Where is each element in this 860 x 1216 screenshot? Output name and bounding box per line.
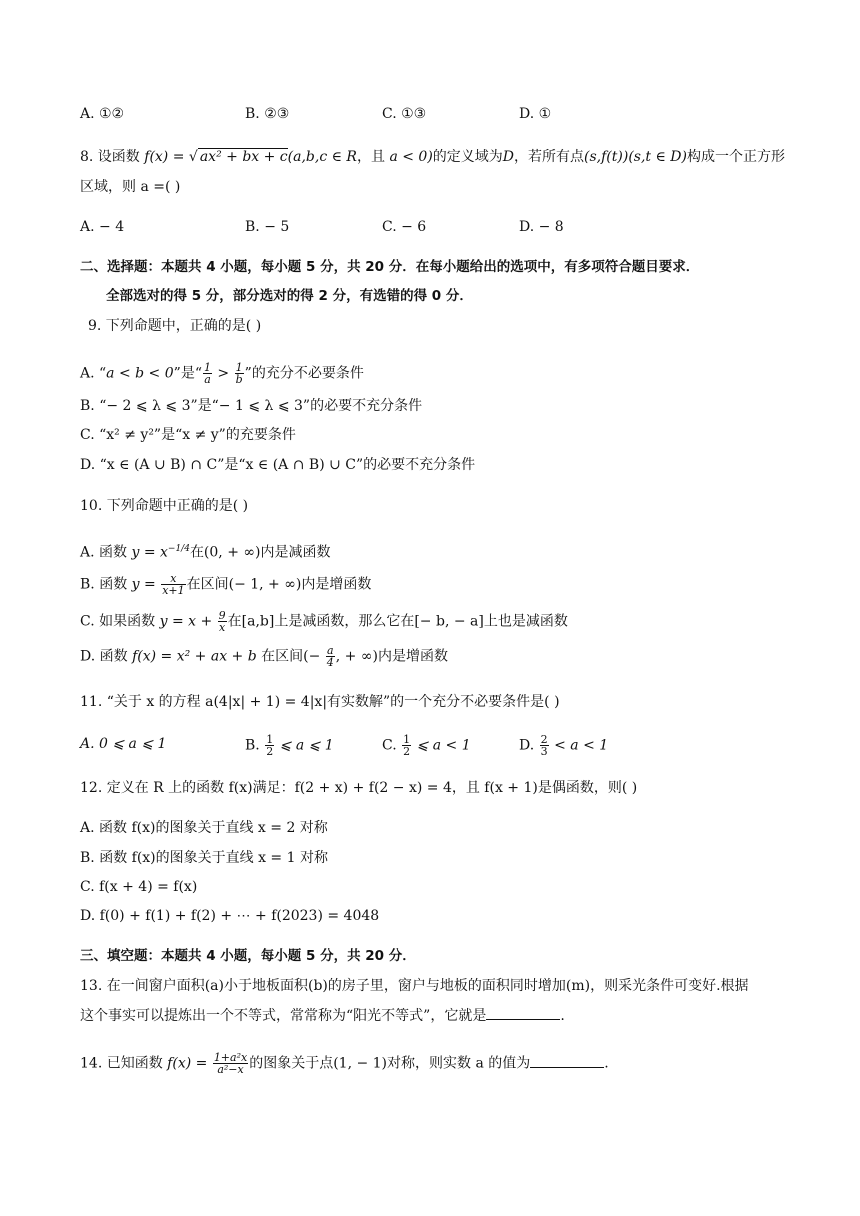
q11-c-den: 2 — [403, 745, 411, 758]
q8-text4: 构成一个正方形 — [687, 149, 785, 165]
q10-option-b — [80, 573, 371, 596]
q7-option-a: A. ①② — [80, 106, 125, 122]
q9-a-cond: a < b < 0 — [106, 365, 174, 382]
q10-a-post: 在(0, + ∞)内是减函数 — [189, 544, 331, 561]
q10-d-post: , + ∞)内是增函数 — [335, 648, 448, 665]
q11-option-c — [382, 734, 471, 757]
q9-option-a — [80, 362, 364, 385]
q10-c-func: y = x + — [159, 613, 217, 630]
q9-a-mid: ”是“ — [173, 365, 202, 382]
q8-text3: ，若所有点 — [514, 149, 585, 165]
q8-points: (s,f(t))(s,t ∈ D) — [584, 149, 687, 165]
q10-b-den: x+1 — [162, 584, 185, 597]
q8-stem: 8. 设函数 f(x) = √ ax² + bx + c(a,b,c ∈ R，且 a < 0)的定义域为D，若所有点(s,f(t))(s,t ∈ D)构成一个正方形 — [80, 149, 785, 165]
q11-stem: 11. “关于 x 的方程 a(4|x| + 1) = 4|x|有实数解”的一个充分不必要条件是( ) — [80, 694, 560, 710]
q8-domain-params: (a,b,c ∈ R — [287, 149, 357, 165]
q10-b-num: x — [161, 573, 185, 585]
q14-post: 的图象关于点(1, − 1)对称，则实数 a 的值为 — [249, 1055, 531, 1072]
q10-c-frac — [218, 610, 227, 633]
q8-option-a: A. − 4 — [80, 219, 125, 235]
q11-c-post: ⩽ a < 1 — [412, 737, 471, 754]
q10-a-pre: A. 函数 — [80, 544, 132, 561]
q11-b-den: 2 — [266, 745, 274, 758]
q11-b-num: 1 — [266, 733, 274, 746]
q7-option-b: B. ②③ — [245, 106, 290, 122]
q10-a-func: y = x — [131, 544, 168, 561]
q10-d-den: 4 — [326, 656, 334, 669]
q13-line2-text: 这个事实可以提炼出一个不等式，常常称为“阳光不等式”，它就是 — [80, 1008, 487, 1024]
q7-option-c: C. ①③ — [382, 106, 427, 122]
q8-text1: ，且 — [356, 149, 390, 165]
q11-d-post: < a < 1 — [549, 737, 609, 754]
q9-a-gt: > — [212, 365, 234, 382]
q9-a-frac1-num: 1 — [203, 361, 211, 374]
q12-stem: 12. 定义在 R 上的函数 f(x)满足：f(2 + x) + f(2 − x) = 4，且 f(x + 1)是偶函数，则( ) — [80, 780, 638, 796]
q13-answer-blank[interactable] — [486, 1005, 560, 1020]
section2-header-line2: 全部选对的得 5 分，部分选对的得 2 分，有选错的得 0 分． — [106, 288, 473, 304]
q10-b-pre: B. 函数 — [80, 576, 132, 593]
q11-d-pre: D. — [519, 737, 539, 754]
q10-d-mid: 在区间(− — [256, 648, 325, 665]
q11-d-den: 3 — [540, 745, 548, 758]
q13-line1: 13. 在一间窗户面积(a)小于地板面积(b)的房子里，窗户与地板的面积同时增加(m)，则采光条件可变好.根据 — [80, 978, 749, 994]
q7-option-d: D. ① — [519, 106, 552, 122]
q9-a-frac2-num: 1 — [235, 361, 243, 374]
q14-pre: 14. 已知函数 — [80, 1055, 168, 1072]
q10-c-den: x — [219, 621, 226, 634]
q9-a-frac1-den: a — [204, 373, 211, 386]
q10-stem: 10. 下列命题中正确的是( ) — [80, 498, 249, 514]
q10-b-post: 在区间(− 1, + ∞)内是增函数 — [186, 576, 372, 593]
q10-d-frac — [326, 645, 335, 668]
q10-d-pre: D. 函数 — [80, 648, 133, 665]
q14-end: . — [604, 1055, 609, 1072]
q14-den: a²−x — [217, 1063, 244, 1076]
q10-d-num: a — [327, 644, 334, 657]
q14-stem — [80, 1052, 609, 1075]
q9-stem: 9. 下列命题中，正确的是( ) — [88, 318, 262, 334]
q14-frac — [213, 1052, 248, 1075]
q9-a-post: ”的充分不必要条件 — [244, 365, 364, 382]
q11-c-frac — [402, 734, 411, 757]
q10-option-c — [80, 610, 568, 633]
q12-option-b: B. 函数 f(x)的图象关于直线 x = 1 对称 — [80, 850, 328, 866]
section2-header-line1: 二、选择题：本题共 4 小题，每小题 5 分，共 20 分．在每小题给出的选项中，有多项符合题目要求． — [80, 259, 700, 275]
q9-a-frac2 — [235, 362, 244, 385]
q9-a-frac2-den: b — [235, 373, 243, 386]
q10-c-num: 9 — [218, 609, 226, 622]
q8-d: D — [502, 149, 515, 165]
q11-option-d — [519, 734, 608, 757]
q8-text2: 的定义域为 — [432, 149, 503, 165]
q10-option-a — [80, 539, 331, 563]
q13-line2-end: . — [560, 1008, 565, 1024]
q8-option-c: C. − 6 — [382, 219, 427, 235]
q10-c-pre: C. 如果函数 — [80, 613, 160, 630]
q8-option-b: B. − 5 — [245, 219, 290, 235]
q8-cond: a < 0) — [389, 149, 433, 165]
q11-option-a: A. 0 ⩽ a ⩽ 1 — [80, 736, 167, 752]
q12-option-c: C. f(x + 4) = f(x) — [80, 879, 198, 895]
q11-b-pre: B. — [245, 737, 265, 754]
q10-c-post: 在[a,b]上是减函数，那么它在[− b, − a]上也是减函数 — [227, 613, 568, 630]
q10-a-exp: −1/4 — [167, 544, 190, 554]
q8-prefix: 8. 设函数 — [80, 149, 145, 165]
q12-option-d: D. f(0) + f(1) + f(2) + ⋯ + f(2023) = 4048 — [80, 908, 380, 924]
q13-line2 — [80, 1005, 565, 1026]
q9-option-c: C. “x² ≠ y²”是“x ≠ y”的充要条件 — [80, 427, 296, 443]
q11-c-pre: C. — [382, 737, 402, 754]
q10-option-d — [80, 645, 448, 668]
q11-d-num: 2 — [540, 733, 548, 746]
q8-radicand: ax² + bx + c — [199, 149, 288, 165]
q11-d-frac — [540, 734, 549, 757]
q10-b-func: y = — [131, 576, 161, 593]
q11-c-num: 1 — [403, 733, 411, 746]
q9-a-frac1 — [203, 362, 212, 385]
q8-option-d: D. − 8 — [519, 219, 564, 235]
section3-header: 三、填空题：本题共 4 小题，每小题 5 分，共 20 分． — [80, 948, 416, 964]
q14-answer-blank[interactable] — [530, 1053, 604, 1068]
q9-a-pre: A. “ — [80, 365, 107, 382]
q12-option-a: A. 函数 f(x)的图象关于直线 x = 2 对称 — [80, 820, 328, 836]
q10-d-func: f(x) = x² + ax + b — [132, 648, 257, 665]
q14-num: 1+a²x — [213, 1051, 248, 1064]
q9-option-d: D. “x ∈ (A ∪ B) ∩ C”是“x ∈ (A ∩ B) ∪ C”的必要不充分条件 — [80, 457, 476, 473]
q10-b-frac — [161, 573, 185, 596]
q8-func: f(x) = — [144, 149, 189, 165]
q8-line2: 区域，则 a =( ) — [80, 179, 181, 195]
q11-b-post: ⩽ a ⩽ 1 — [275, 737, 334, 754]
q11-b-frac — [265, 734, 274, 757]
q11-option-b — [245, 734, 334, 757]
q14-func: f(x) = — [167, 1055, 212, 1072]
q9-option-b: B. “− 2 ⩽ λ ⩽ 3”是“− 1 ⩽ λ ⩽ 3”的必要不充分条件 — [80, 398, 423, 414]
